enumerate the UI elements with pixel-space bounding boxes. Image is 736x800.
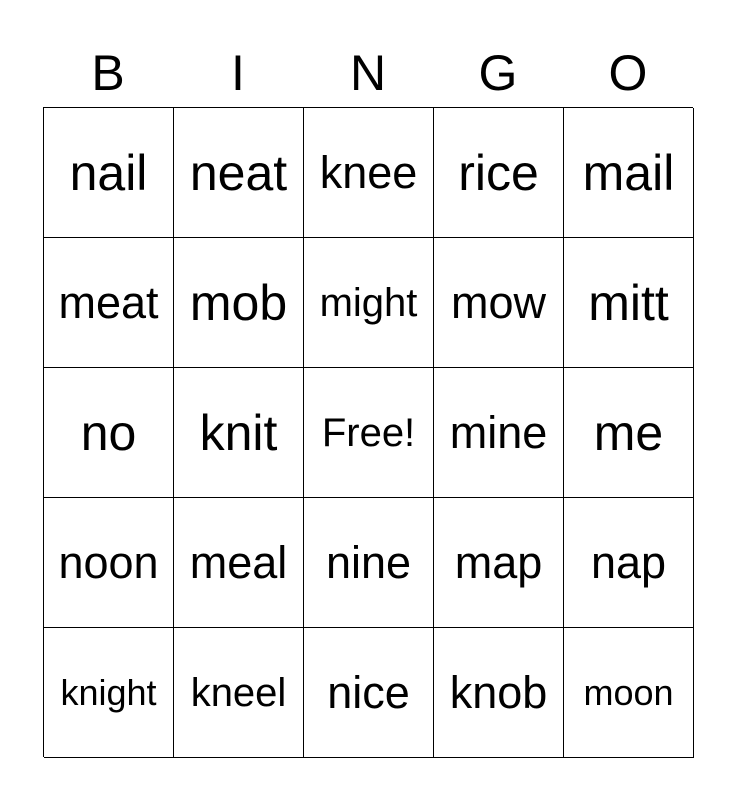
bingo-cell-r5-c3: nice xyxy=(304,628,434,758)
bingo-cell-r2-c4: mow xyxy=(434,238,564,368)
bingo-cell-r2-c2: mob xyxy=(174,238,304,368)
bingo-cell-r2-c3: might xyxy=(304,238,434,368)
bingo-cell-r3-c1: no xyxy=(44,368,174,498)
header-letter-n: N xyxy=(349,45,387,101)
bingo-cell-r5-c1: knight xyxy=(44,628,174,758)
bingo-cell-r5-c2: kneel xyxy=(174,628,304,758)
bingo-cell-r2-c1: meat xyxy=(44,238,174,368)
bingo-cell-r3-c2: knit xyxy=(174,368,304,498)
bingo-cell-r1-c1: nail xyxy=(44,108,174,238)
bingo-cell-r3-c5: me xyxy=(564,368,694,498)
bingo-cell-r5-c5: moon xyxy=(564,628,694,758)
bingo-cell-r2-c5: mitt xyxy=(564,238,694,368)
header-letter-o: O xyxy=(608,45,648,101)
bingo-cell-free: Free! xyxy=(304,368,434,498)
bingo-cell-r1-c5: mail xyxy=(564,108,694,238)
header-letter-g: G xyxy=(478,45,518,101)
bingo-board xyxy=(43,107,693,757)
bingo-cell-r4-c2: meal xyxy=(174,498,304,628)
bingo-cell-r4-c1: noon xyxy=(44,498,174,628)
bingo-cell-r3-c4: mine xyxy=(434,368,564,498)
bingo-cell-r1-c2: neat xyxy=(174,108,304,238)
bingo-cell-r4-c5: nap xyxy=(564,498,694,628)
bingo-cell-r4-c4: map xyxy=(434,498,564,628)
bingo-cell-r4-c3: nine xyxy=(304,498,434,628)
header-letter-i: I xyxy=(231,45,245,101)
bingo-cell-r1-c3: knee xyxy=(304,108,434,238)
bingo-cell-r5-c4: knob xyxy=(434,628,564,758)
header-letter-b: B xyxy=(91,45,125,101)
bingo-header xyxy=(43,40,693,106)
bingo-cell-r1-c4: rice xyxy=(434,108,564,238)
